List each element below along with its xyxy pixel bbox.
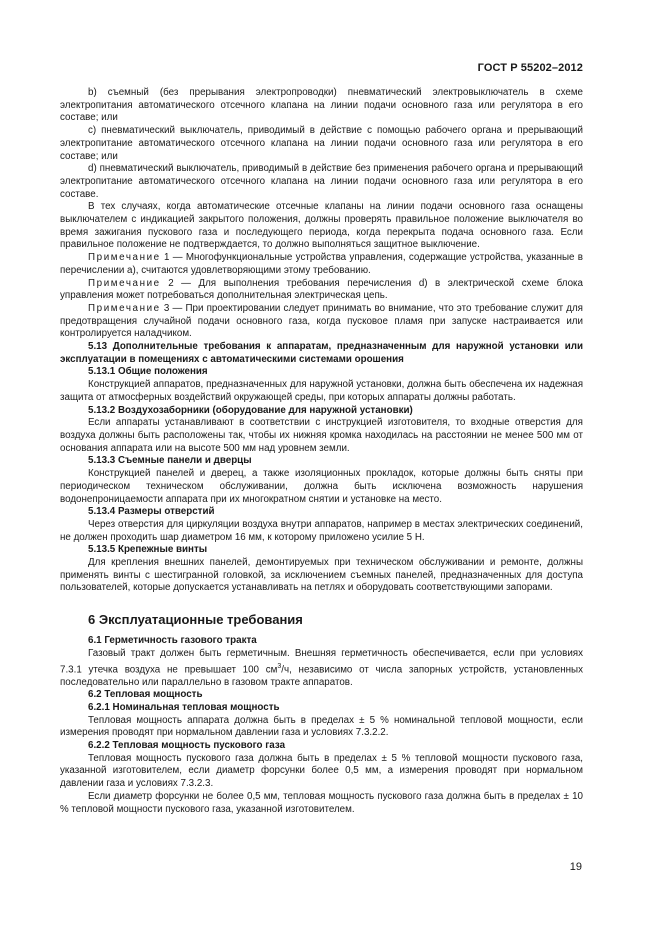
section-5-13-3-text: Конструкцией панелей и дверец, а также изоляционных прокладок, которые должны быть сняты при периодическом техническом обслуживании, должна быть исключена возможность нарушения водонепроницаемости аппарата при их многократном снятии и установке на место. — [60, 468, 583, 505]
section-5-13-1-heading: 5.13.1 Общие положения — [88, 366, 208, 378]
section-6-2-1-heading: 6.2.1 Номинальная тепловая мощность — [88, 701, 280, 713]
section-6-1-text: Газовый тракт должен быть герметичным. Внешняя герметичность обеспечивается, если при условиях 7.3.1 утечка воздуха не превышает 100 $см^3/ч$, независимо от числа запорных устройств, установленных последовательно или параллельно в газовом тракте аппаратов. — [60, 647, 583, 688]
page-number: 19 — [569, 861, 582, 873]
section-6-2-2-heading: 6.2.2 Тепловая мощность пускового газа — [88, 740, 286, 752]
paragraph-c: c) пневматический выключатель, приводимый в действие с помощью рабочего органа и прерывающий электропитание автоматического отсечного клапана на линии подачи основного газа или регулятора в его составе; или — [60, 125, 583, 162]
section-5-13-5-heading: 5.13.5 Крепежные винты — [88, 544, 208, 556]
note-text: 3 — При проектировании следует принимать во внимание, что это требование служит для предотвращения случайной подачи основного газа, когда пусковое пламя при запуске настраивается или контролируется наладчиком. — [60, 302, 583, 340]
section-6-2-2-text: Тепловая мощность пускового газа должна быть в пределах ± 5 % тепловой мощности пускового газа, указанной изготовителем, если диаметр форсунки более 0,5 мм, а измерения проводят при нормальном давлении газа и условиях 7.3.2.3. — [60, 752, 583, 790]
section-6-2-2-text-2: Если диаметр форсунки не более 0,5 мм, тепловая мощность пускового газа должна быть в пределах ± 10 % тепловой мощности пускового газа, указанной изготовителем. — [60, 790, 583, 815]
note-3 — [60, 303, 583, 341]
section-6-heading: 6 Эксплуатационные требования — [88, 612, 303, 628]
document-code: ГОСТ Р 55202–2012 — [477, 62, 583, 74]
section-5-13-4-text: Через отверстия для циркуляции воздуха внутри аппаратов, например в местах электрических соединений, не должен проходить шар диаметром 16 мм, к которому приложено усилие 5 Н. — [60, 518, 583, 543]
note-label: Примечание — [88, 302, 161, 314]
section-6-2-heading: 6.2 Тепловая мощность — [88, 689, 203, 701]
paragraph-b: b) съемный (без прерывания электропроводки) пневматический электровыключатель в схеме электропитания автоматического отсечного клапана на линии подачи основного газа или регулятора в его составе; или — [60, 87, 583, 124]
note-text: 2 — Для выполнения требования перечисления d) в электрической схеме блока управления может потребоваться дополнительная электрическая цепь. — [60, 277, 583, 302]
section-6-1-heading: 6.1 Герметичность газового тракта — [88, 635, 257, 647]
note-1 — [60, 252, 583, 277]
section-5-13-2-text: Если аппараты устанавливают в соответствии с инструкцией изготовителя, то входные отверстия для воздуха должны быть расположены так, чтобы их нижняя кромка находилась на расстоянии не менее 500 мм от основания аппарата или на высоте 500 мм над уровнем земли. — [60, 417, 583, 454]
paragraph-d: d) пневматический выключатель, приводимый в действие без применения рабочего органа и прерывающий электропитание автоматического отсечного клапана на линии подачи основного газа или регулятора в его составе. — [60, 163, 583, 200]
section-6-2-1-text: Тепловая мощность аппарата должна быть в пределах ± 5 % номинальной тепловой мощности, если измерения проводят при нормальном давлении газа и условиях 7.3.2.2. — [60, 714, 583, 739]
page-body — [60, 87, 583, 816]
note-label: Примечание — [88, 277, 161, 289]
note-text: 1 — Многофункциональные устройства управления, содержащие устройства, указанные в перечислении а), считаются удовлетворяющими этому требованию. — [60, 252, 584, 276]
section-5-13-5-text: Для крепления внешних панелей, демонтируемых при техническом обслуживании и ремонте, должны применять винты с шестигранной головкой, за исключением съемных панелей, предназначенных для доступа пользователей, которые допускается устанавливать на петлях и оборудовать соответствующими запорами. — [60, 557, 583, 594]
section-5-13-3-heading: 5.13.3 Съемные панели и дверцы — [88, 455, 252, 467]
section-5-13-2-heading: 5.13.2 Воздухозаборники (оборудование для наружной установки) — [88, 404, 413, 416]
section-5-13-heading: 5.13 Дополнительные требования к аппаратам, предназначенным для наружной установки или эксплуатации в помещениях с автоматическими системами орошения — [60, 341, 583, 365]
paragraph-shutoff: В тех случаях, когда автоматические отсечные клапаны на линии подачи основного газа оснащены выключателем с индикацией закрытого положения, должны проверять правильное положение выключателя во время зажигания пускового газа и последующего периода, когда перекрыта подача основного газа. Если правильное положение не подтверждается, то должно выполняться защитное выключение. — [60, 201, 583, 251]
note-label: Примечание — [88, 252, 161, 264]
section-5-13-1-text: Конструкцией аппаратов, предназначенных для наружной установки, должна быть обеспечена их надежная защита от атмосферных воздействий окружающей среды, при которых аппараты должны работать. — [60, 379, 583, 403]
note-2 — [60, 278, 583, 303]
section-5-13-4-heading: 5.13.4 Размеры отверстий — [88, 506, 215, 518]
